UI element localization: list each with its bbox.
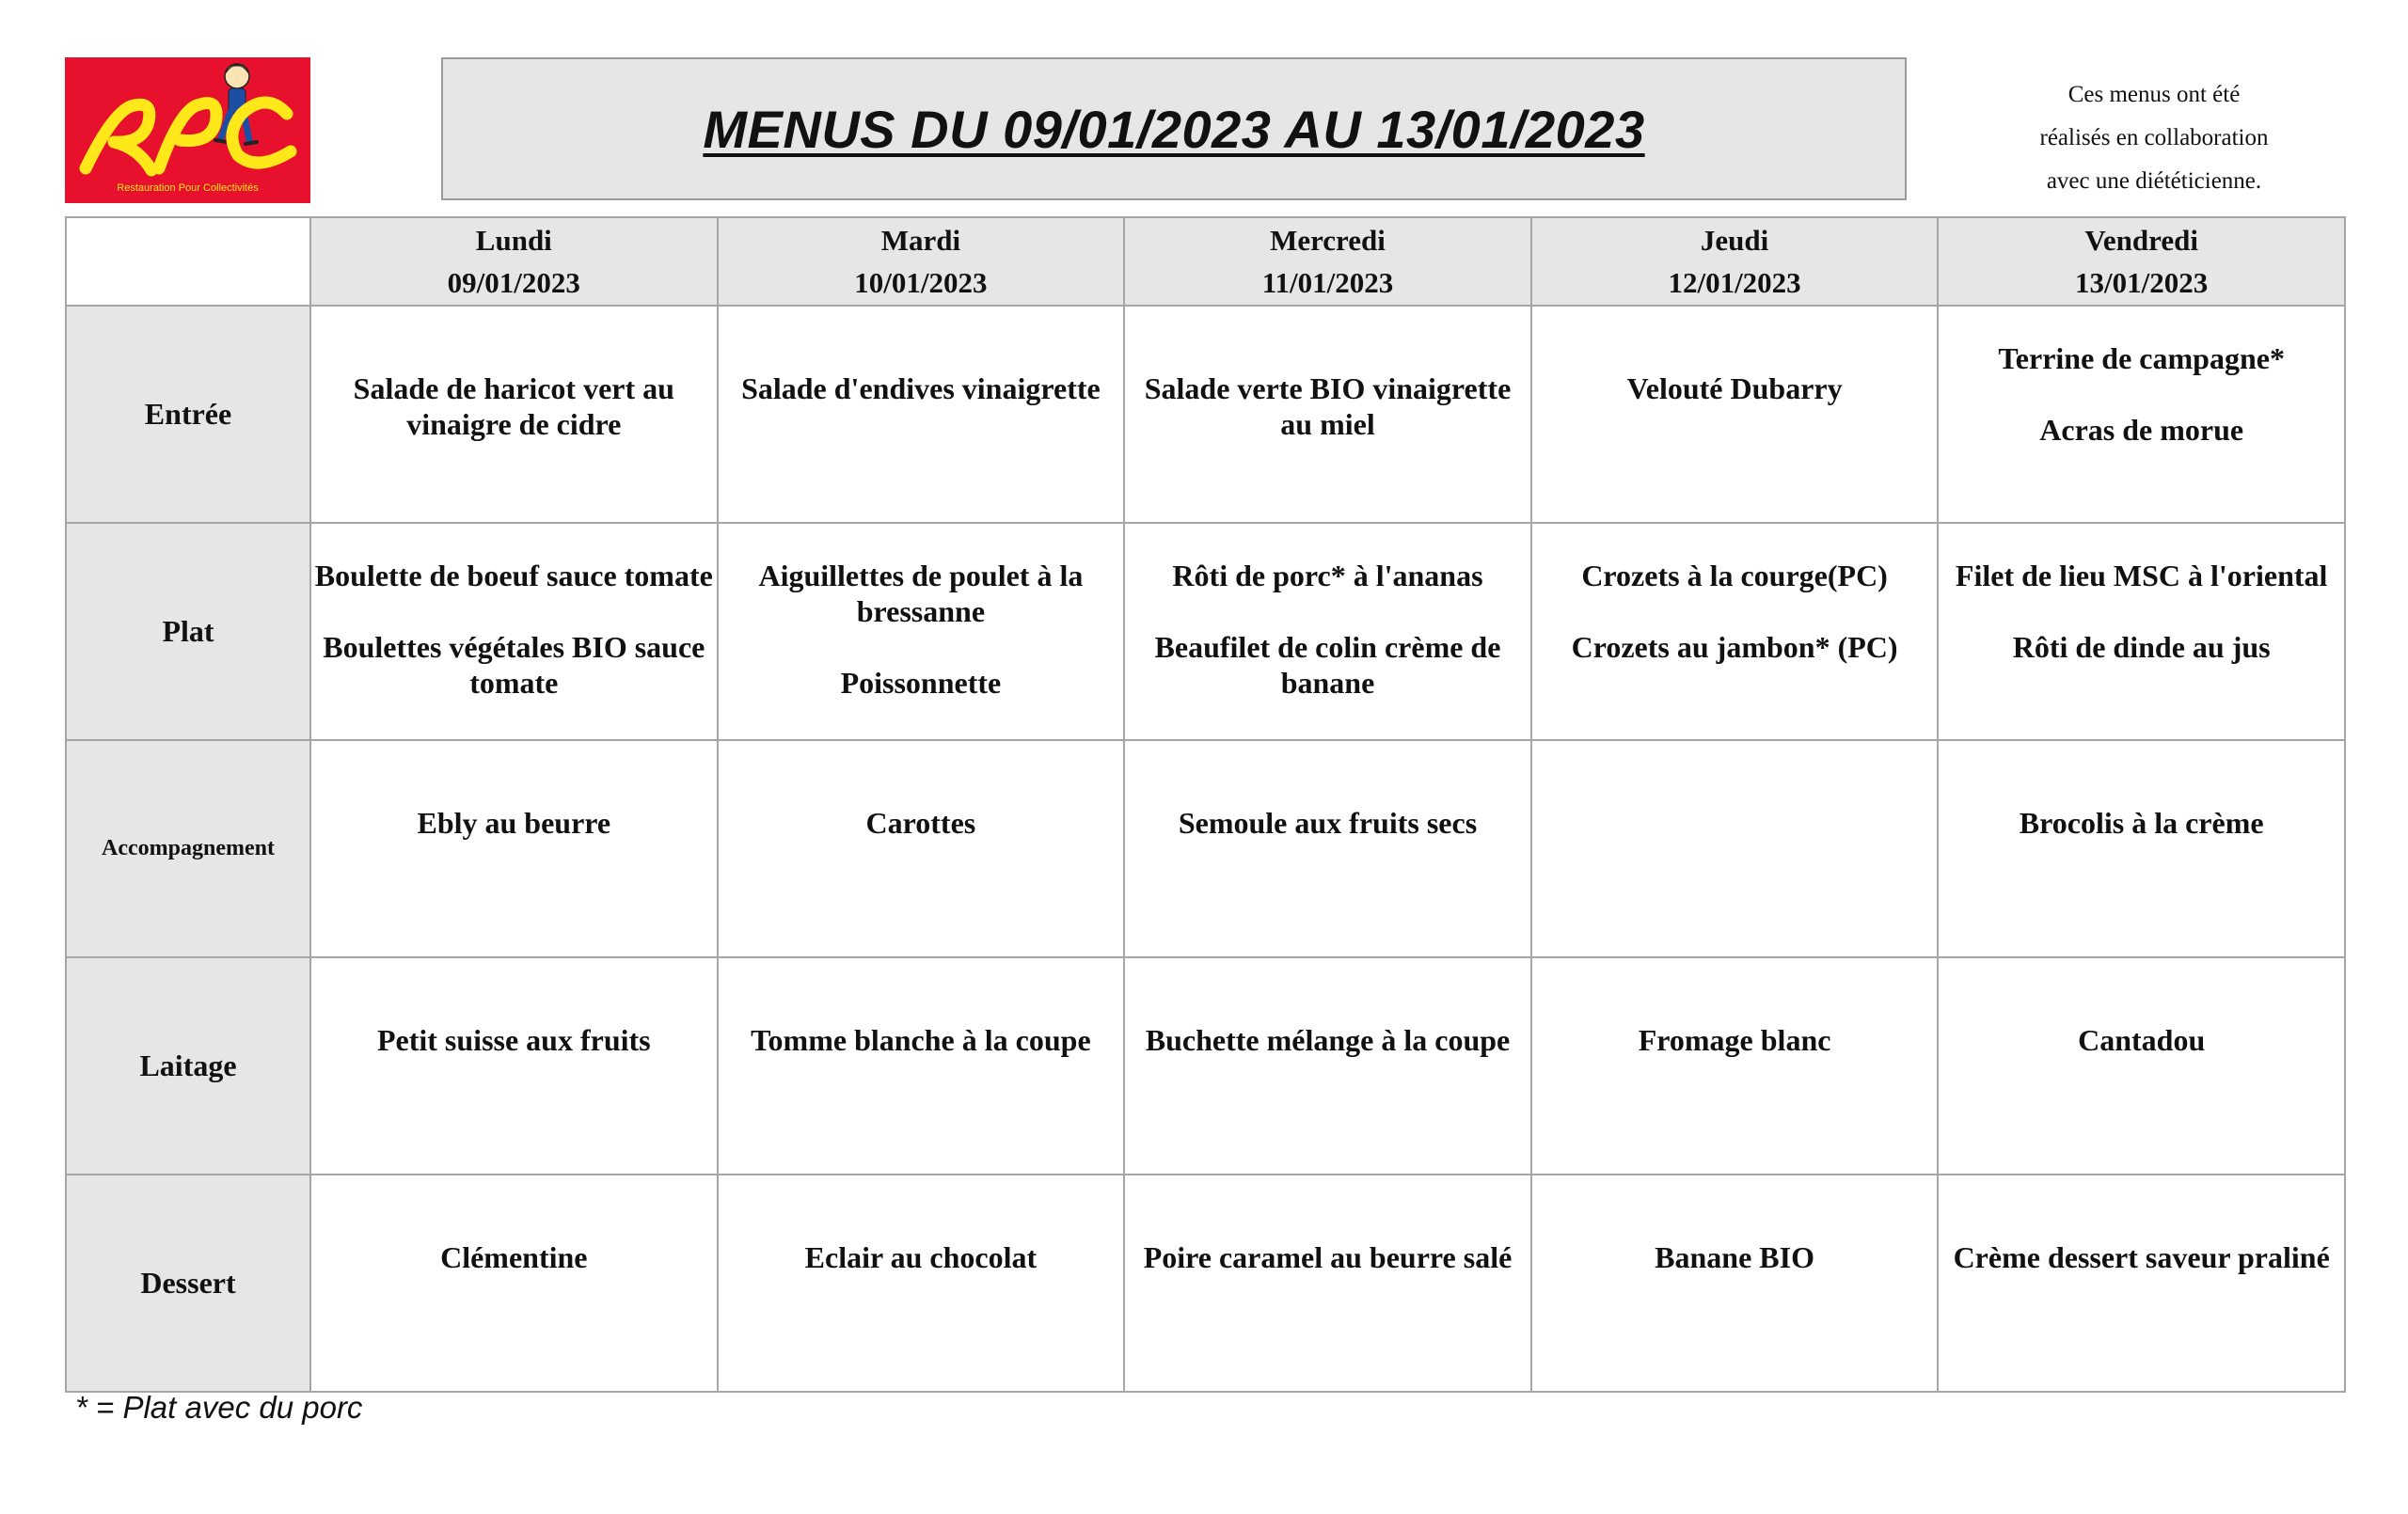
menu-row-dessert <box>66 1175 2345 1392</box>
menu-row-plat <box>66 523 2345 740</box>
menu-row-laitage <box>66 957 2345 1175</box>
dish: Crozets à la courge(PC) <box>1581 559 1888 592</box>
menu-cell <box>310 1175 718 1392</box>
dish: Cantadou <box>2078 1023 2206 1057</box>
day-header-jeudi <box>1531 217 1939 306</box>
menu-cell <box>1124 740 1531 957</box>
menu-cell <box>718 523 1125 740</box>
dish: Rôti de porc* à l'ananas <box>1172 559 1483 592</box>
dish: Crème dessert saveur praliné <box>1953 1240 2330 1274</box>
day-name: Lundi <box>475 224 552 257</box>
dish: Filet de lieu MSC à l'oriental <box>1955 559 2328 592</box>
dish: Boulettes végétales BIO sauce tomate <box>323 630 705 700</box>
dish: Velouté Dubarry <box>1626 371 1843 405</box>
menu-cell <box>718 740 1125 957</box>
dish: Poire caramel au beurre salé <box>1143 1240 1513 1274</box>
dish: Semoule aux fruits secs <box>1178 806 1478 840</box>
menu-cell <box>1124 523 1531 740</box>
dish: Carottes <box>865 806 976 840</box>
day-date: 10/01/2023 <box>854 266 988 299</box>
menu-cell <box>718 1175 1125 1392</box>
dish: Rôti de dinde au jus <box>2012 630 2271 664</box>
dish: Salade d'endives vinaigrette <box>741 371 1101 405</box>
dish: Buchette mélange à la coupe <box>1145 1023 1511 1057</box>
dish: Boulette de boeuf sauce tomate <box>314 559 713 592</box>
dish: Poissonnette <box>840 666 1002 700</box>
dish: Salade de haricot vert au vinaigre de cidre <box>353 371 674 441</box>
logo-tagline: Restauration Pour Collectivités <box>117 182 259 194</box>
row-label: Plat <box>66 523 310 740</box>
dish: Fromage blanc <box>1638 1023 1831 1057</box>
day-date: 12/01/2023 <box>1668 266 1801 299</box>
row-label: Accompagnement <box>66 740 310 957</box>
dish: Aiguillettes de poulet à la bressanne <box>758 559 1084 628</box>
empty-corner-cell <box>66 217 310 306</box>
dish: Terrine de campagne* <box>1998 341 2285 375</box>
day-header-mercredi <box>1124 217 1531 306</box>
menu-cell <box>1531 957 1939 1175</box>
menu-cell <box>310 740 718 957</box>
row-label: Dessert <box>66 1175 310 1392</box>
menu-cell <box>1938 740 2345 957</box>
menu-cell <box>1938 1175 2345 1392</box>
menu-cell <box>310 523 718 740</box>
menu-cell <box>1938 306 2345 523</box>
day-header-row <box>66 217 2345 306</box>
menu-cell <box>718 306 1125 523</box>
dish: Crozets au jambon* (PC) <box>1571 630 1898 664</box>
dietitian-note <box>1938 73 2370 203</box>
menu-cell <box>1124 957 1531 1175</box>
day-header-vendredi <box>1938 217 2345 306</box>
dish: Petit suisse aux fruits <box>376 1023 651 1057</box>
dish: Brocolis à la crème <box>2019 806 2264 840</box>
page-title: MENUS DU 09/01/2023 AU 13/01/2023 <box>703 99 1645 159</box>
day-name: Vendredi <box>2084 224 2198 257</box>
row-label: Entrée <box>66 306 310 523</box>
dish: Ebly au beurre <box>417 806 611 840</box>
menu-cell <box>1124 306 1531 523</box>
day-date: 09/01/2023 <box>447 266 580 299</box>
day-date: 13/01/2023 <box>2075 266 2209 299</box>
menu-cell <box>1124 1175 1531 1392</box>
menu-row-accompagnement <box>66 740 2345 957</box>
menu-cell-empty <box>1531 740 1939 957</box>
dish: Tomme blanche à la coupe <box>751 1023 1091 1057</box>
day-header-lundi <box>310 217 718 306</box>
note-line: réalisés en collaboration <box>2039 125 2269 150</box>
menu-cell <box>718 957 1125 1175</box>
menu-cell <box>1531 523 1939 740</box>
menu-cell <box>1938 523 2345 740</box>
day-name: Jeudi <box>1700 224 1769 257</box>
menu-cell <box>310 306 718 523</box>
menu-cell <box>1531 306 1939 523</box>
title-banner <box>441 57 1907 200</box>
day-header-mardi <box>718 217 1125 306</box>
dish: Beaufilet de colin crème de banane <box>1154 630 1501 700</box>
company-logo <box>65 57 310 203</box>
menu-row-entree <box>66 306 2345 523</box>
day-name: Mardi <box>880 224 961 257</box>
row-label: Laitage <box>66 957 310 1175</box>
note-line: avec une diététicienne. <box>2046 168 2262 194</box>
dish: Eclair au chocolat <box>804 1240 1038 1274</box>
menu-cell <box>310 957 718 1175</box>
menu-cell <box>1938 957 2345 1175</box>
dish: Salade verte BIO vinaigrette au miel <box>1144 371 1512 441</box>
dish: Clémentine <box>440 1240 588 1274</box>
note-line: Ces menus ont été <box>2067 82 2241 107</box>
dish: Acras de morue <box>2039 413 2244 447</box>
weekly-menu-table <box>65 216 2346 1393</box>
dish: Banane BIO <box>1655 1240 1814 1274</box>
pork-footnote: * = Plat avec du porc <box>75 1390 363 1425</box>
day-name: Mercredi <box>1270 224 1386 257</box>
menu-cell <box>1531 1175 1939 1392</box>
day-date: 11/01/2023 <box>1261 266 1394 299</box>
